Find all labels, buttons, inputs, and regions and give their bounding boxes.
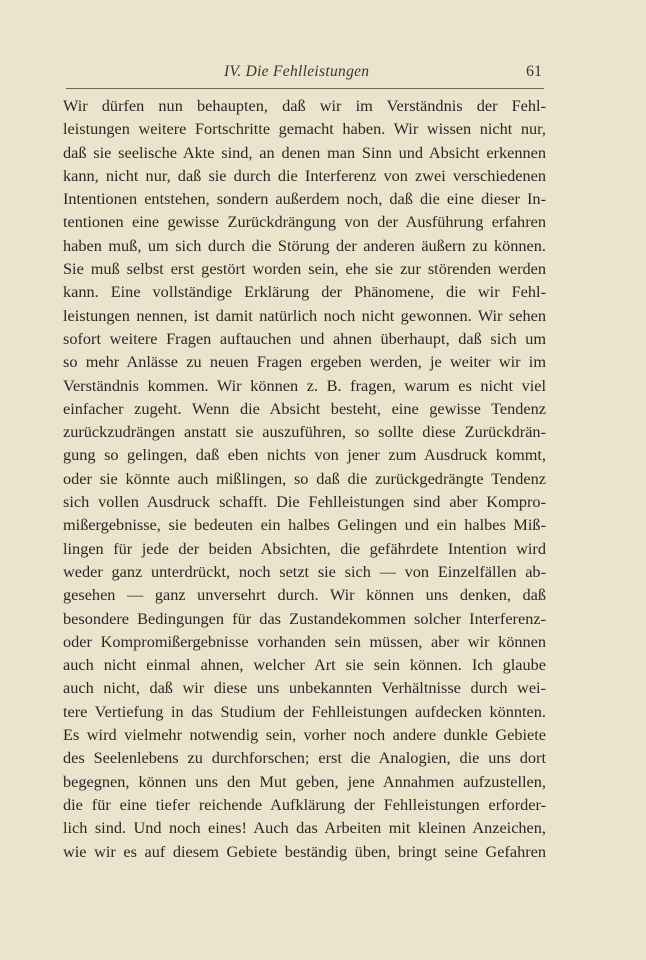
text-line: auch nicht einmal ahnen, welcher Art sie sein können. Ich glaube: [63, 655, 546, 675]
text-line: die für eine tiefer reichende Aufklärung der Fehlleistungen erforder-: [63, 794, 546, 814]
text-line: leistungen nennen, ist damit natürlich noch nicht gewonnen. Wir sehen: [63, 305, 546, 325]
text-line: oder Kompromißergebnisse vorhanden sein müssen, aber wir können: [63, 631, 546, 651]
text-line: weder ganz unterdrückt, noch setzt sie sich — von Einzelfällen ab-: [63, 561, 546, 581]
text-line: gung so gelingen, daß eben nichts von jener zum Ausdruck kommt,: [63, 445, 546, 465]
text-line: kann. Eine vollständige Erklärung der Phänomene, die wir Fehl-: [63, 282, 546, 302]
page-number: 61: [526, 63, 542, 80]
text-line: haben muß, um sich durch die Störung der anderen äußern zu können.: [63, 235, 546, 255]
text-line: tere Vertiefung in das Studium der Fehlleistungen aufdecken könnten.: [63, 701, 546, 721]
text-line: kann, nicht nur, daß sie durch die Interferenz von zwei verschiedenen: [63, 165, 546, 185]
text-line: Es wird vielmehr notwendig sein, vorher noch andere dunkle Gebiete: [63, 725, 546, 745]
text-line: daß sie seelische Akte sind, an denen man Sinn und Absicht erkennen: [63, 142, 546, 162]
text-line: Sie muß selbst erst gestört worden sein, ehe sie zur störenden werden: [63, 259, 546, 279]
text-line: tentionen eine gewisse Zurückdrängung von der Ausführung erfahren: [63, 212, 546, 232]
text-line: zurückzudrängen anstatt sie auszuführen, so sollte diese Zurückdrän-: [63, 422, 546, 442]
chapter-title: IV. Die Fehlleistungen: [224, 63, 370, 80]
text-line: wie wir es auf diesem Gebiete beständig üben, bringt seine Gefahren: [63, 841, 546, 861]
text-line: so mehr Anlässe zu neuen Fragen ergeben werden, je weiter wir im: [63, 352, 546, 372]
text-line: oder sie könnte auch mißlingen, so daß die zurückgedrängte Tendenz: [63, 468, 546, 488]
text-line: Intentionen entstehen, sondern außerdem noch, daß die eine dieser In-: [63, 189, 546, 209]
text-line: Wir dürfen nun behaupten, daß wir im Verständnis der Fehl-: [63, 96, 546, 115]
text-line: leistungen weitere Fortschritte gemacht haben. Wir wissen nicht nur,: [63, 119, 546, 139]
text-line: einfacher zugeht. Wenn die Absicht besteht, eine gewisse Tendenz: [63, 398, 546, 418]
text-line: mißergebnisse, sie bedeuten ein halbes Gelingen und ein halbes Miß-: [63, 515, 546, 535]
body-paragraph: [63, 94, 546, 863]
text-line: sich vollen Ausdruck schafft. Die Fehlleistungen sind aber Kompro-: [63, 492, 546, 512]
text-line: lich sind. Und noch eines! Auch das Arbeiten mit kleinen Anzeichen,: [63, 818, 546, 838]
text-line: besondere Bedingungen für das Zustandekommen solcher Interferenz-: [63, 608, 546, 628]
text-line: lingen für jede der beiden Absichten, die gefährdete Intention wird: [63, 538, 546, 558]
text-line: Verständnis kommen. Wir können z. B. fragen, warum es nicht viel: [63, 375, 546, 395]
running-header: [66, 60, 544, 89]
text-line: des Seelenlebens zu durchforschen; erst die Analogien, die uns dort: [63, 748, 546, 768]
text-line: begegnen, können uns den Mut geben, jene Annahmen aufzustellen,: [63, 771, 546, 791]
text-line: auch nicht, daß wir diese uns unbekannten Verhältnisse durch wei-: [63, 678, 546, 698]
text-line: gesehen — ganz unversehrt durch. Wir können uns denken, daß: [63, 585, 546, 605]
text-line: sofort weitere Fragen auftauchen und ahnen überhaupt, daß sich um: [63, 328, 546, 348]
